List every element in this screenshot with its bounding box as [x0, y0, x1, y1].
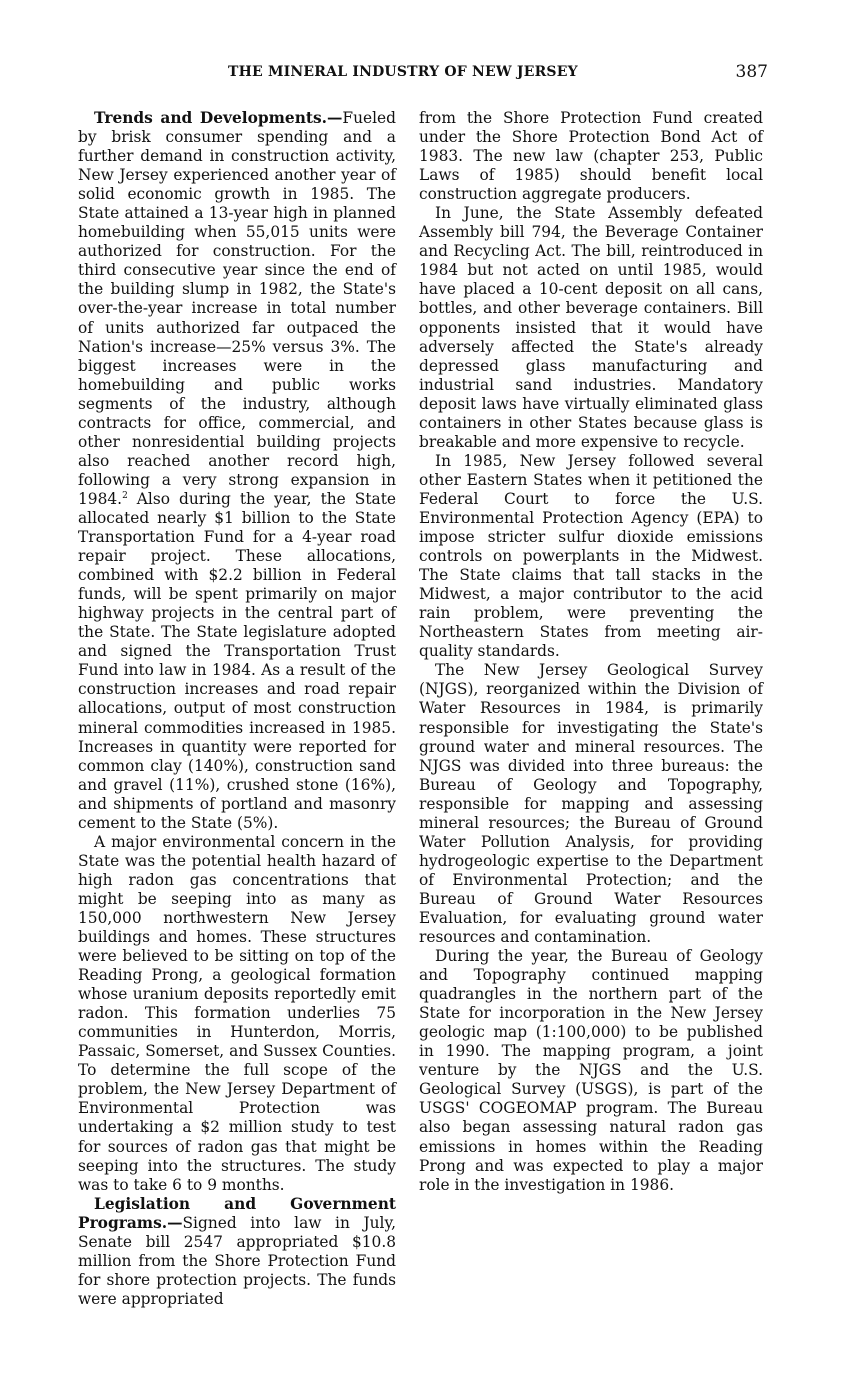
paragraph-text: Signed into law in July, Senate bill 2547 appropriated $10.8 million from the Shore Protection Fund for shore protection projects. The funds were appropriated	[78, 1213, 396, 1308]
paragraph-beverage-container-act: In June, the State Assembly defeated Assembly bill 794, the Beverage Container and Recycling Act. The bill, reintroduced in 1984 but not acted on until 1985, would have placed a 10-cent deposit on all cans, bottles, and other beverage containers. Bill opponents insisted that it would have adversely affected the State's already depressed glass manufacturing and industrial sand industries. Mandatory deposit laws have virtually eliminated glass containers in other States because glass is breakable and more expensive to recycle.	[419, 204, 763, 451]
right-column	[419, 109, 763, 1195]
paragraph-geologic-mapping: During the year, the Bureau of Geology and Topography continued mapping quadrangles in the northern part of the State for incorporation in the New Jersey geologic map (1:100,000) to be published in 1990. The mapping program, a joint venture by the NJGS and the U.S. Geological Survey (USGS), is part of the USGS' COGEOMAP program. The Bureau also began assessing natural radon gas emissions in homes within the Reading Prong and was expected to play a major role in the investigation in 1986.	[419, 947, 763, 1194]
paragraph-legislation	[78, 1195, 396, 1309]
running-header	[228, 64, 768, 84]
footnote-marker: 2	[122, 490, 128, 501]
paragraph-text: Fueled by brisk consumer spending and a further demand in construction activity, New Jersey experienced another year of solid economic growth in 1985. The State attained a 13-year high in planned homebuilding when 55,015 units were authorized for construction. For the third consecutive year since the end of the building slump in 1982, the State's over-the-year increase in total number of units authorized far outpaced the Nation's increase—25% versus 3%. The biggest increases were in the homebuilding and public works segments of the industry, although contracts for office, commercial, and other nonresidential building projects also reached another record high, following a very strong expansion in 1984.	[78, 109, 396, 508]
paragraph-acid-rain-petition: In 1985, New Jersey followed several other Eastern States when it petitioned the Federal Court to force the U.S. Environmental Protection Agency (EPA) to impose stricter sulfur dioxide emissions controls on powerplants in the Midwest. The State claims that tall stacks in the Midwest, a major contributor to the acid rain problem, were preventing the Northeastern States from meeting air-quality standards.	[419, 451, 763, 661]
left-column	[78, 109, 396, 1309]
paragraph-text: Also during the year, the State allocated nearly $1 billion to the State Transportation Fund for a 4-year road repair project. These allocations, combined with $2.2 billion in Federal funds, will be spent primarily on major highway projects in the central part of the State. The State legislature adopted and signed the Transportation Trust Fund into law in 1984. As a result of the construction increases and road repair allocations, output of most construction mineral commodities increased in 1985. Increases in quantity were reported for common clay (140%), construction sand and gravel (11%), crushed stone (16%), and shipments of portland and masonry cement to the State (5%).	[78, 489, 396, 832]
paragraph-shore-protection-continued: from the Shore Protection Fund created under the Shore Protection Bond Act of 1983. The new law (chapter 253, Public Laws of 1985) should benefit local construction aggregate producers.	[419, 109, 763, 204]
running-header-title: THE MINERAL INDUSTRY OF NEW JERSEY	[228, 64, 578, 80]
page-number: 387	[735, 62, 768, 82]
paragraph-njgs: The New Jersey Geological Survey (NJGS), reorganized within the Division of Water Resources in 1984, is primarily responsible for investigating the State's ground water and mineral resources. The NJGS was divided into three bureaus: the Bureau of Geology and Topography, responsible for mapping and assessing mineral resources; the Bureau of Ground Water Pollution Analysis, for providing hydrogeologic expertise to the Department of Environmental Protection; and the Bureau of Ground Water Resources Evaluation, for evaluating ground water resources and contamination.	[419, 661, 763, 947]
paragraph-radon-concern: A major environmental concern in the State was the potential health hazard of high radon gas concentrations that might be seeping into as many as 150,000 northwestern New Jersey buildings and homes. These structures were believed to be sitting on top of the Reading Prong, a geological formation whose uranium deposits reportedly emit radon. This formation underlies 75 communities in Hunterdon, Morris, Passaic, Somerset, and Sussex Counties. To determine the full scope of the problem, the New Jersey Department of Environmental Protection was undertaking a $2 million study to test for sources of radon gas that might be seeping into the structures. The study was to take 6 to 9 months.	[78, 832, 396, 1194]
paragraph-trends-and-developments	[78, 109, 396, 833]
section-heading-legislation: Legislation and Government Programs.—	[78, 1194, 396, 1232]
section-heading-trends: Trends and Developments.—	[94, 109, 343, 127]
